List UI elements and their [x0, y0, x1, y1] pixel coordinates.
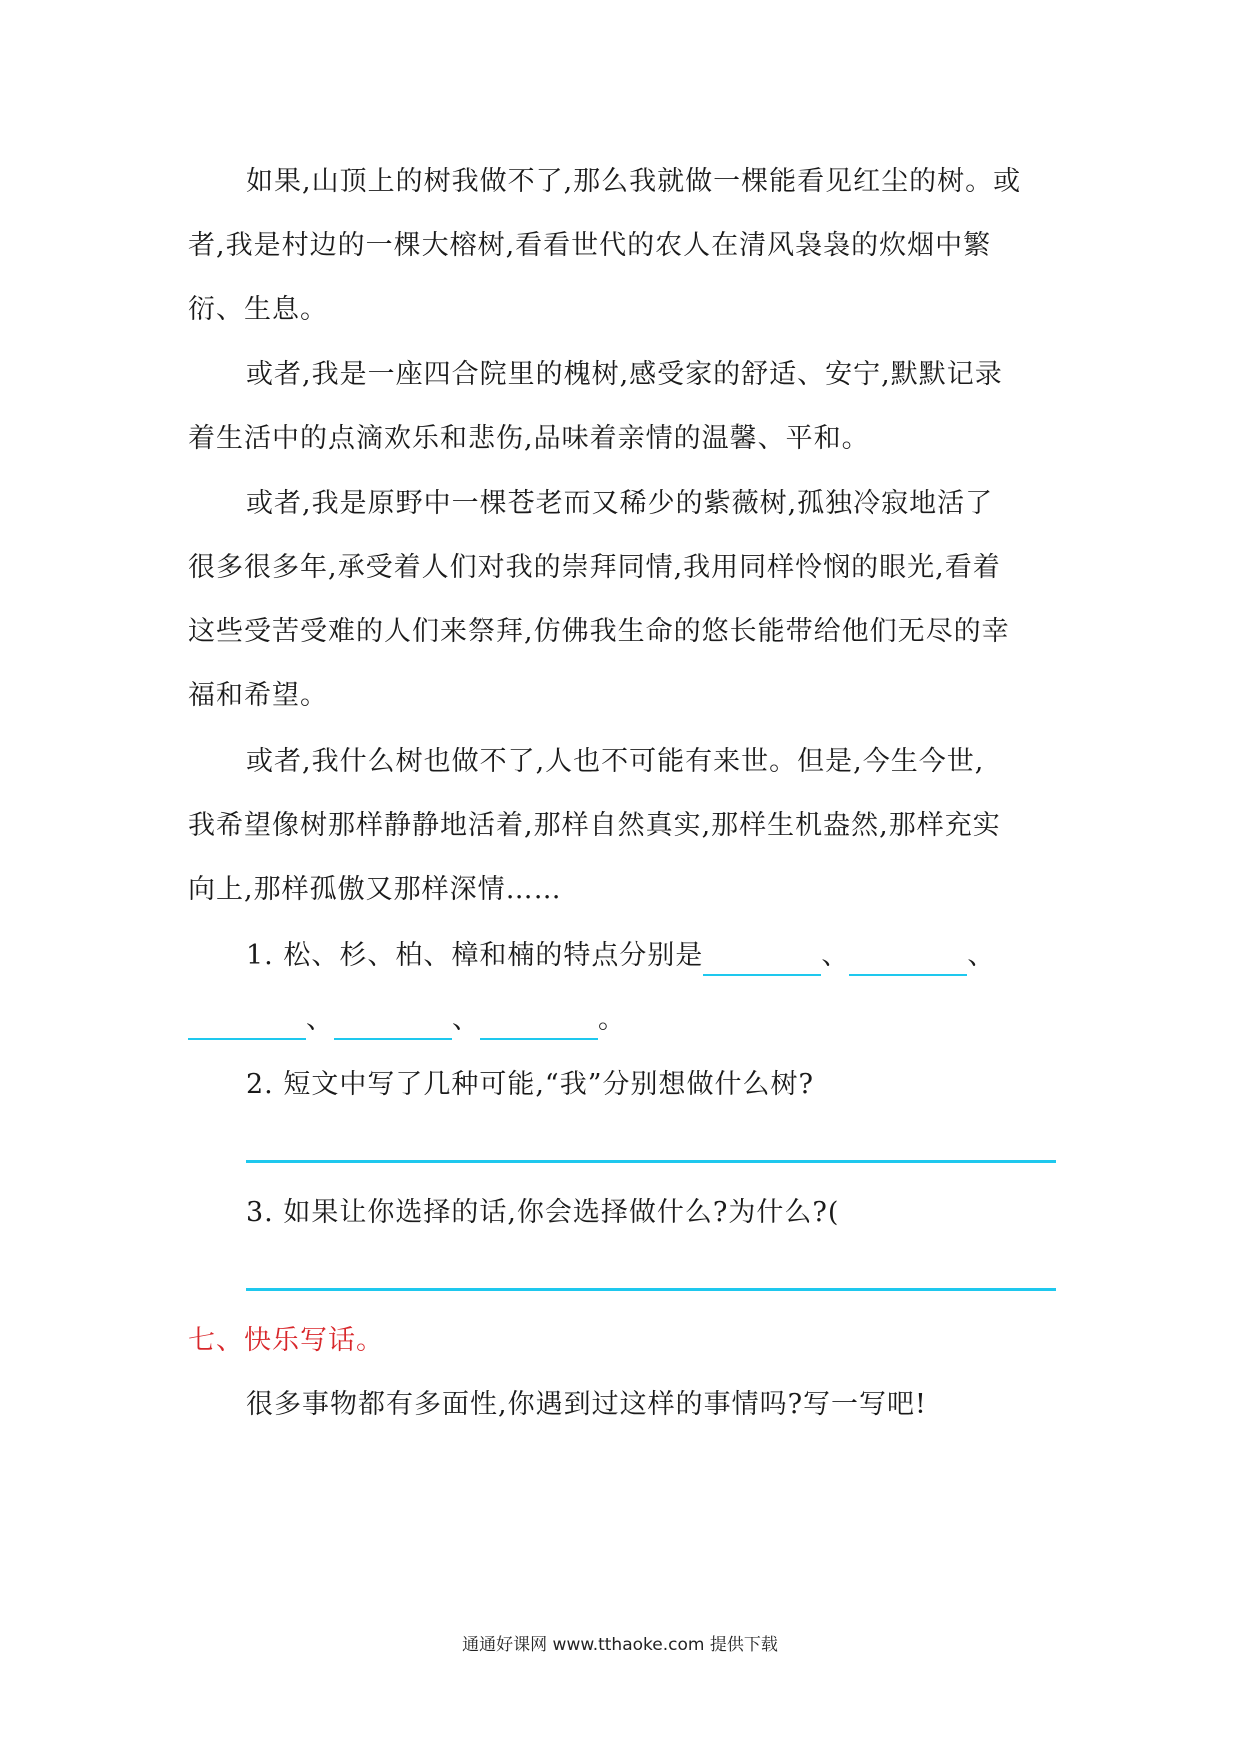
answer-blank[interactable]	[703, 944, 821, 976]
passage-line: 或者,我是原野中一棵苍老而又稀少的紫薇树,孤独冷寂地活了	[246, 488, 994, 519]
answer-blank[interactable]	[334, 1008, 452, 1040]
passage-line: 福和希望。	[188, 680, 328, 711]
answer-blank[interactable]	[849, 944, 967, 976]
passage-line: 着生活中的点滴欢乐和悲伤,品味着亲情的温馨、平和。	[188, 423, 870, 454]
passage-line: 衍、生息。	[188, 294, 328, 325]
passage-line: 或者,我是一座四合院里的槐树,感受家的舒适、安宁,默默记录	[246, 359, 1003, 390]
writing-prompt: 很多事物都有多面性,你遇到过这样的事情吗?写一写吧!	[246, 1389, 927, 1420]
passage-line: 这些受苦受难的人们来祭拜,仿佛我生命的悠长能带给他们无尽的幸	[188, 616, 1010, 647]
question-1-text: 1. 松、杉、柏、樟和楠的特点分别是	[246, 940, 704, 971]
separator: 、	[967, 940, 996, 971]
answer-blank[interactable]	[188, 1008, 306, 1040]
passage-line: 很多很多年,承受着人们对我的崇拜同情,我用同样怜悯的眼光,看着	[188, 552, 1001, 583]
answer-line[interactable]	[246, 1160, 1056, 1163]
answer-line[interactable]	[246, 1288, 1056, 1291]
separator: 、	[306, 1004, 334, 1035]
section-title: 七、快乐写话。	[188, 1325, 384, 1356]
question-1-continued	[188, 1000, 1068, 1040]
passage-line: 或者,我什么树也做不了,人也不可能有来世。但是,今生今世,	[246, 746, 985, 777]
answer-blank[interactable]	[480, 1008, 598, 1040]
footer: 通通好课网 www.tthaoke.com 提供下载	[462, 1635, 778, 1655]
end-mark: 。	[598, 1004, 626, 1035]
passage-line: 如果,山顶上的树我做不了,那么我就做一棵能看见红尘的树。或	[246, 166, 1022, 197]
separator: 、	[452, 1004, 480, 1035]
question-2: 2. 短文中写了几种可能,“我”分别想做什么树?	[246, 1069, 815, 1100]
question-1	[246, 936, 1126, 976]
passage-line: 者,我是村边的一棵大榕树,看看世代的农人在清风袅袅的炊烟中繁	[188, 230, 992, 261]
question-3: 3. 如果让你选择的话,你会选择做什么?为什么?(	[246, 1197, 840, 1228]
passage-line: 向上,那样孤傲又那样深情……	[188, 874, 562, 905]
passage-line: 我希望像树那样静静地活着,那样自然真实,那样生机盎然,那样充实	[188, 810, 1001, 841]
separator: 、	[821, 940, 850, 971]
